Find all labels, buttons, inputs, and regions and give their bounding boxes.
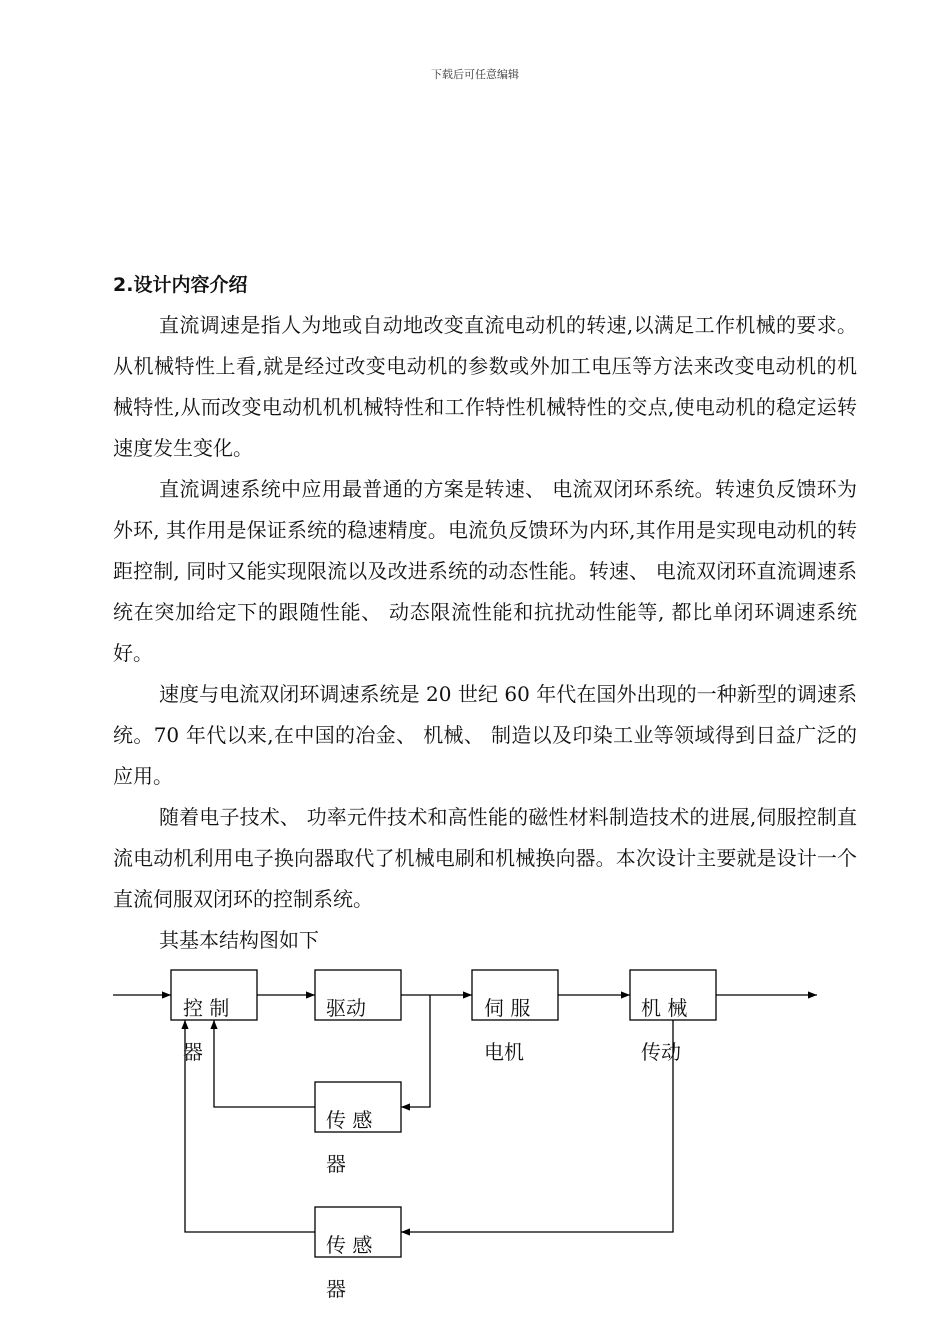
transmission-label: 机 械 [641, 996, 688, 1020]
servo-motor-label: 伺 服 [484, 996, 531, 1020]
speed-sensor-label: 传 感 [326, 1233, 373, 1257]
driver-label: 驱动 [326, 996, 366, 1020]
controller-label-2: 器 [183, 1040, 203, 1064]
controller-label: 控 制 [183, 996, 230, 1020]
paragraph-1: 直流调速是指人为地或自动地改变直流电动机的转速,以满足工作机械的要求。从机械特性上看,就是经过改变电动机的参数或外加工电压等方法来改变电动机的机械特性,从而改变电动机机机械特性和工作特性机械特性的交点,使电动机的稳定运转速度发生变化。 [113, 313, 857, 460]
servo-motor-label-2: 电机 [484, 1040, 524, 1064]
paragraph-4: 随着电子技术、 功率元件技术和高性能的磁性材料制造技术的进展,伺服控制直流电动机利用电子换向器取代了机械电刷和机械换向器。本次设计主要就是设计一个直流伺服双闭环的控制系统。 [113, 805, 857, 911]
current-feedback-return [214, 1020, 315, 1107]
speed-feedback-return [185, 1020, 315, 1232]
paragraph-3: 速度与电流双闭环调速系统是 20 世纪 60 年代在国外出现的一种新型的调速系统。70 年代以来,在中国的冶金、 机械、 制造以及印染工业等领域得到日益广泛的应用。 [113, 682, 857, 788]
current-sensor-label: 传 感 [326, 1108, 373, 1132]
current-feedback-tap [401, 995, 430, 1107]
diagram-caption: 其基本结构图如下 [159, 928, 319, 952]
speed-feedback-tap [401, 1020, 673, 1232]
transmission-label-2: 传动 [641, 1040, 681, 1064]
page-header: 下载后可任意编辑 [431, 68, 519, 81]
paragraph-2: 直流调速系统中应用最普通的方案是转速、 电流双闭环系统。转速负反馈环为外环, 其作用是保证系统的稳速精度。电流负反馈环为内环,其作用是实现电动机的转距控制, 同时又能实现限流以及改进系统的动态性能。转速、 电流双闭环直流调速系统在突加给定下的跟随性能、 动态限流性能和抗扰动性能等, 都比单闭环调速系统好。 [113, 477, 857, 665]
section-title: 2.设计内容介绍 [113, 274, 248, 296]
speed-sensor-label-2: 器 [326, 1277, 346, 1301]
current-sensor-label-2: 器 [326, 1152, 346, 1176]
